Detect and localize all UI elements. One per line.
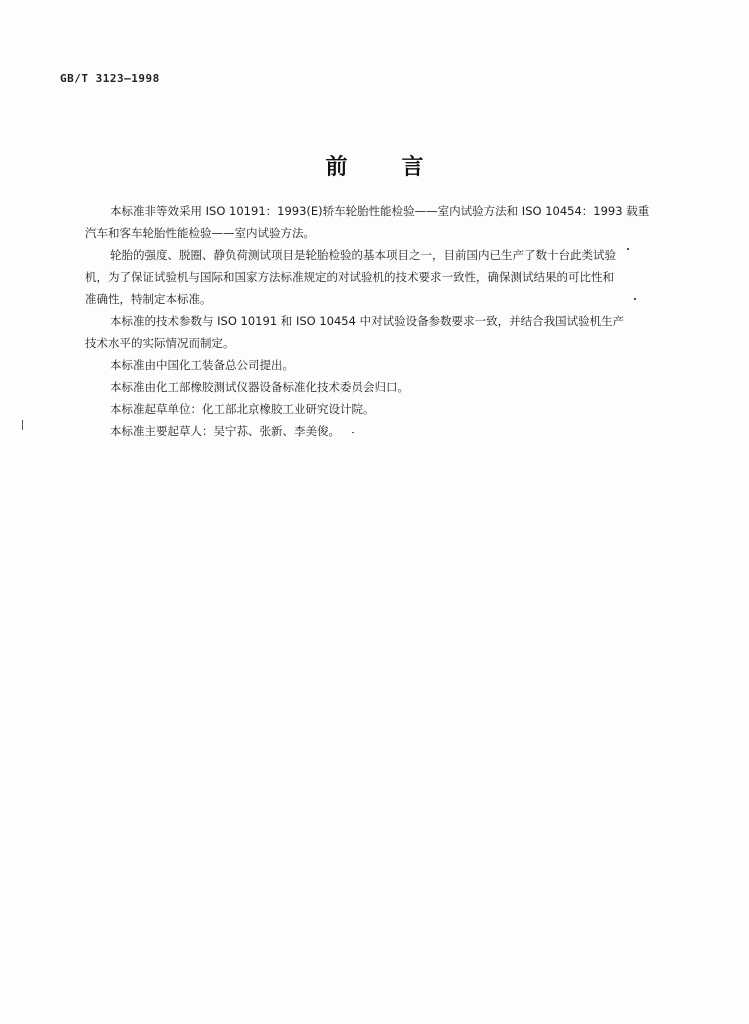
text-line: 本标准起草单位：化工部北京橡胶工业研究设计院。 <box>110 402 375 416</box>
text-line: 本标准由中国化工装备总公司提出。 <box>110 358 294 372</box>
text-line: 汽车和客车轮胎性能检验——室内试验方法。 <box>85 226 315 240</box>
paragraph-technical-parameters <box>62 310 674 354</box>
scan-mark <box>627 248 629 250</box>
foreword-body <box>62 200 674 442</box>
page-title <box>0 150 749 181</box>
paragraph-proposer <box>62 354 674 376</box>
text-line: 本标准非等效采用 ISO 10191：1993(E)轿车轮胎性能检验——室内试验方法和 ISO 10454：1993 载重 <box>110 204 650 218</box>
title-char-2: 言 <box>401 154 424 180</box>
paragraph-committee <box>62 376 674 398</box>
paragraph-adoption <box>62 200 674 244</box>
text-line: 本标准由化工部橡胶测试仪器设备标准化技术委员会归口。 <box>110 380 409 394</box>
scan-mark <box>22 420 23 430</box>
scan-mark <box>634 298 636 300</box>
text-line: 准确性，特制定本标准。 <box>85 292 212 306</box>
paragraph-drafting-unit <box>62 398 674 420</box>
scan-mark <box>352 432 354 433</box>
title-char-1: 前 <box>325 154 348 180</box>
text-line: 本标准主要起草人：吴宁荪、张新、李美俊。 <box>110 424 340 438</box>
text-line: 本标准的技术参数与 ISO 10191 和 ISO 10454 中对试验设备参数要求一致，并结合我国试验机生产 <box>110 314 625 328</box>
paragraph-background <box>62 244 674 310</box>
text-line: 机，为了保证试验机与国际和国家方法标准规定的对试验机的技术要求一致性，确保测试结果的可比性和 <box>85 270 614 284</box>
paragraph-drafters <box>62 420 674 442</box>
standard-code: GB/T 3123—1998 <box>60 72 160 85</box>
text-line: 轮胎的强度、脱圈、静负荷测试项目是轮胎检验的基本项目之一，目前国内已生产了数十台此类试验 <box>110 248 616 262</box>
text-line: 技术水平的实际情况而制定。 <box>85 336 235 350</box>
